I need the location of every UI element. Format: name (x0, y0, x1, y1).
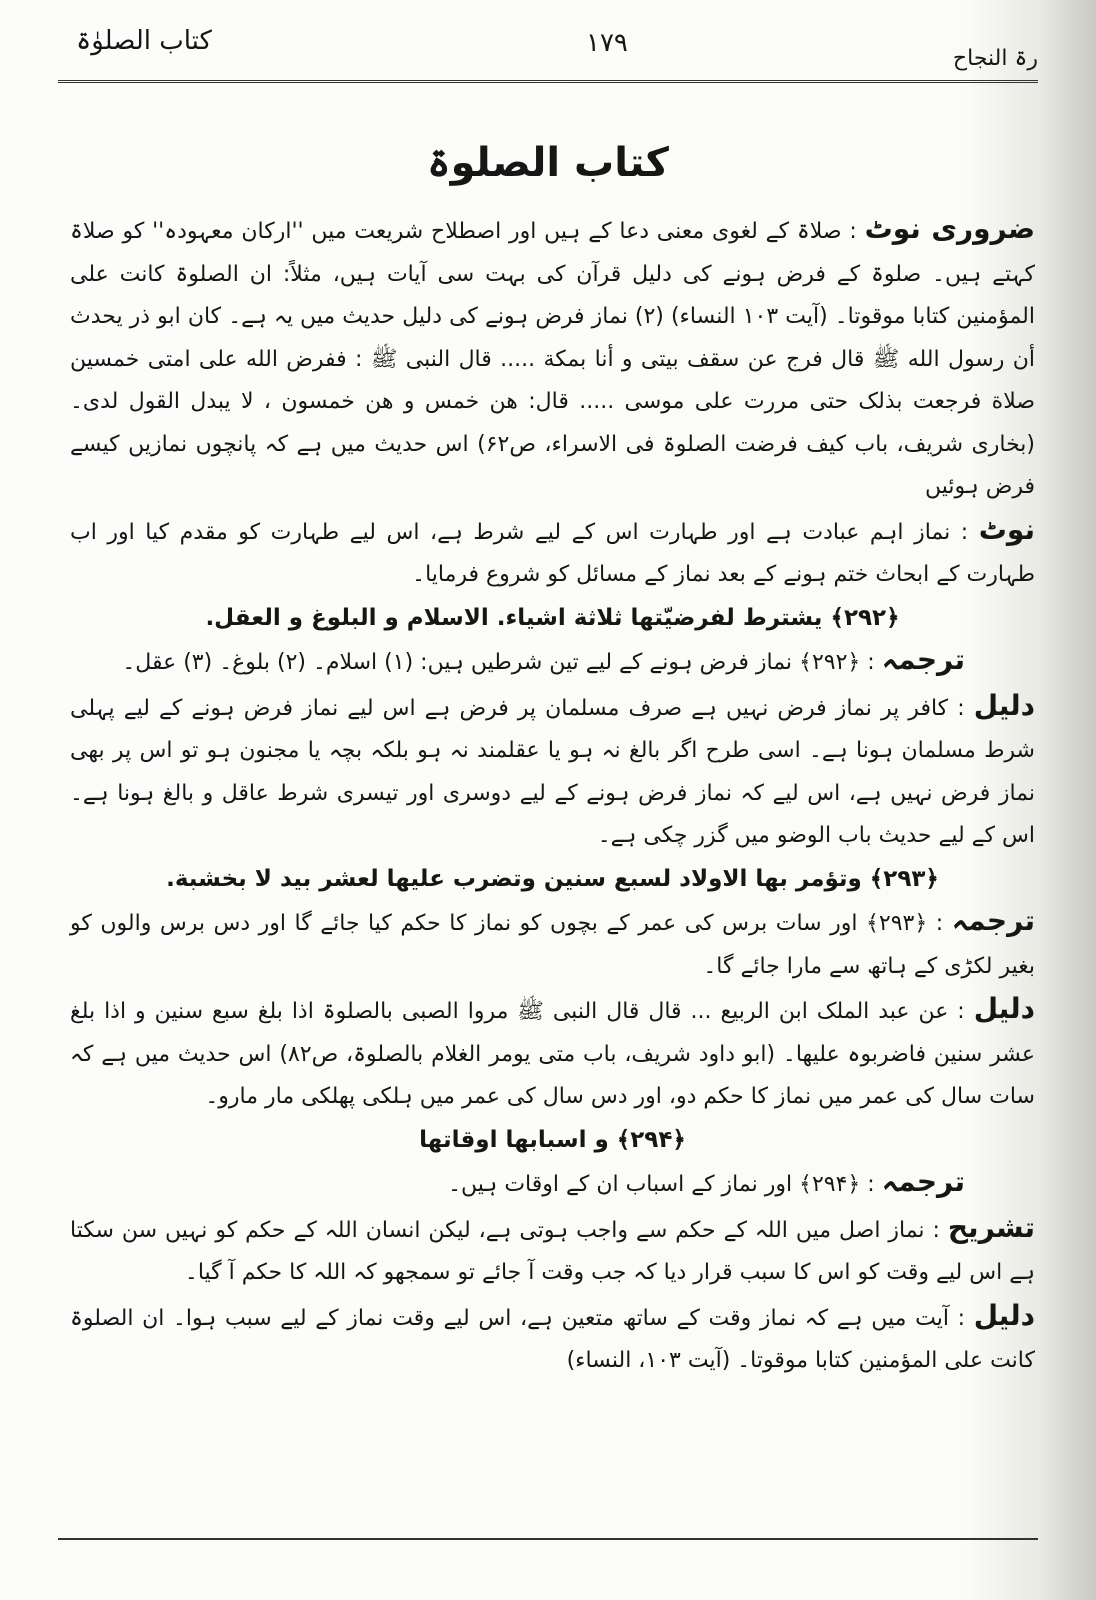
chapter-title: کتاب الصلوۃ (427, 140, 669, 186)
page-body (70, 208, 1035, 1383)
masala-294: ﴿۲۹۴﴾ و اسبابھا اوقاتھا (419, 1126, 686, 1153)
paragraph-label: ضروری نوٹ (864, 212, 1035, 245)
paragraph-translation-292 (70, 639, 1035, 685)
paragraph-label: تشریح (947, 1210, 1035, 1244)
paragraph-text: : آیت میں ہے کہ نماز وقت کے ساتھ متعین ہے، اس لیے وقت نماز کے لیے سبب ہوا۔ ان الصلوۃ کانت علی المؤمنین کتابا موقوتا۔ (آیت ۱۰۳، النساء) (70, 1305, 1035, 1373)
masala-293: ﴿۲۹۳﴾ وتؤمر بھا الاولاد لسبع سنین وتضرب علیھا لعشر بید لا بخشبة. (166, 865, 939, 892)
header-running-title: رۃ النجاح (952, 46, 1038, 71)
paragraph-text: : نماز اصل میں اللہ کے حکم سے واجب ہوتی ہے، لیکن انسان اللہ کے حکم کو نہیں سن سکتا ہے اس لیے وقت کو اس کا سبب قرار دیا کہ جب وقت آ جائے تو سمجھو کہ اللہ کا حکم آ گیا۔ (70, 1217, 1035, 1285)
page-header (58, 18, 1038, 83)
paragraph-label: دلیل (973, 1298, 1035, 1332)
paragraph-label: دلیل (973, 992, 1035, 1025)
paragraph-label: ترجمہ (881, 1165, 965, 1198)
paragraph-label: دلیل (973, 688, 1036, 722)
paragraph-text: : کافر پر نماز فرض نہیں ہے صرف مسلمان پر فرض ہے اس لیے نماز فرض ہونے کے لیے پہلی شرط مسلمان ہونا ہے۔ اسی طرح اگر بالغ نہ ہو یا عقلمند نہ ہو بلکہ بچہ یا مجنون ہو تو اس پر بھی نماز فرض نہیں ہے، اس لیے کہ نماز فرض ہونے کے لیے دوسری اور تیسری شرط عاقل و بالغ ہونا ہے۔ اس کے لیے حدیث باب الوضو میں گزر چکی ہے۔ (70, 695, 1035, 848)
paragraph-important-note (70, 208, 1035, 509)
paragraph-label: نوٹ (978, 512, 1035, 546)
paragraph-translation-293 (70, 900, 1035, 988)
paragraph-translation-294 (70, 1161, 1035, 1207)
page-number: ۱۷۹ (586, 28, 628, 58)
paragraph-explanation-294 (70, 1207, 1035, 1295)
masala-292: ﴿۲۹۲﴾ یشترط لفرضیّتھا ثلاثة اشیاء. الاسلام و البلوغ و العقل. (205, 604, 900, 631)
paragraph-text: : صلاۃ کے لغوی معنی دعا کے ہیں اور اصطلاح شریعت میں ''ارکان معہودہ'' کو صلاۃ کہتے ہیں۔ صلوۃ کے فرض ہونے کی دلیل قرآن کی بہت سی آیات ہیں، مثلاً: ان الصلوۃ کانت علی المؤمنین کتابا موقوتا۔ (آیت ۱۰۳ النساء) (۲) نماز فرض ہونے کی دلیل حدیث میں یہ ہے۔ کان ابو ذر یحدث أن رسول الله ﷺ قال فرج عن سقف بیتی و أنا بمکة ..... قال النبی ﷺ : ففرض الله علی امتی خمسین صلاة فرجعت بذلک حتی مررت علی موسی ..... قال: ھن خمس و ھن خمسون ، لا یبدل القول لدی۔ (بخاری شریف، باب کیف فرضت الصلوۃ فی الاسراء، ص۶۲) اس حدیث میں ہے کہ پانچوں نمازیں کیسے فرض ہوئیں (70, 219, 1035, 499)
paragraph-evidence-293 (70, 988, 1035, 1119)
footer-rule (58, 1538, 1038, 1540)
paragraph-evidence-292 (70, 685, 1035, 858)
paragraph-text: : ﴿۲۹۳﴾ اور سات برس کی عمر کے بچوں کو نماز کا حکم کیا جائے گا اور دس برس والوں کو بغیر لکڑی کے ہاتھ سے مارا جائے گا۔ (70, 911, 1035, 979)
paragraph-note (70, 509, 1035, 597)
paragraph-text: : ﴿۲۹۲﴾ نماز فرض ہونے کے لیے تین شرطیں ہیں: (۱) اسلام۔ (۲) بلوغ۔ (۳) عقل۔ (122, 650, 875, 675)
header-book-title: کتاب الصلوٰۃ (76, 26, 212, 56)
paragraph-label: ترجمہ (951, 904, 1036, 937)
paragraph-label: ترجمہ (881, 643, 965, 676)
paragraph-evidence-294 (70, 1295, 1035, 1383)
paragraph-text: : ﴿۲۹۴﴾ اور نماز کے اسباب ان کے اوقات ہیں۔ (448, 1172, 875, 1197)
paragraph-text: : نماز اہم عبادت ہے اور طہارت اس کے لیے شرط ہے، اس لیے طہارت کو مقدم کیا اور اب طہارت کے ابحاث ختم ہونے کے بعد نماز کے مسائل کو شروع فرمایا۔ (70, 519, 1035, 587)
paragraph-text: : عن عبد الملک ابن الربیع ... قال قال النبی ﷺ مروا الصبی بالصلوۃ اذا بلغ سبع سنین و اذا بلغ عشر سنین فاضربوہ علیھا۔ (ابو داود شریف، باب متی یومر الغلام بالصلوۃ، ص۸۲) اس حدیث میں ہے کہ سات سال کی عمر میں نماز کا حکم دو، اور دس سال کی عمر میں ہلکی پھلکی مار مارو۔ (70, 999, 1035, 1109)
